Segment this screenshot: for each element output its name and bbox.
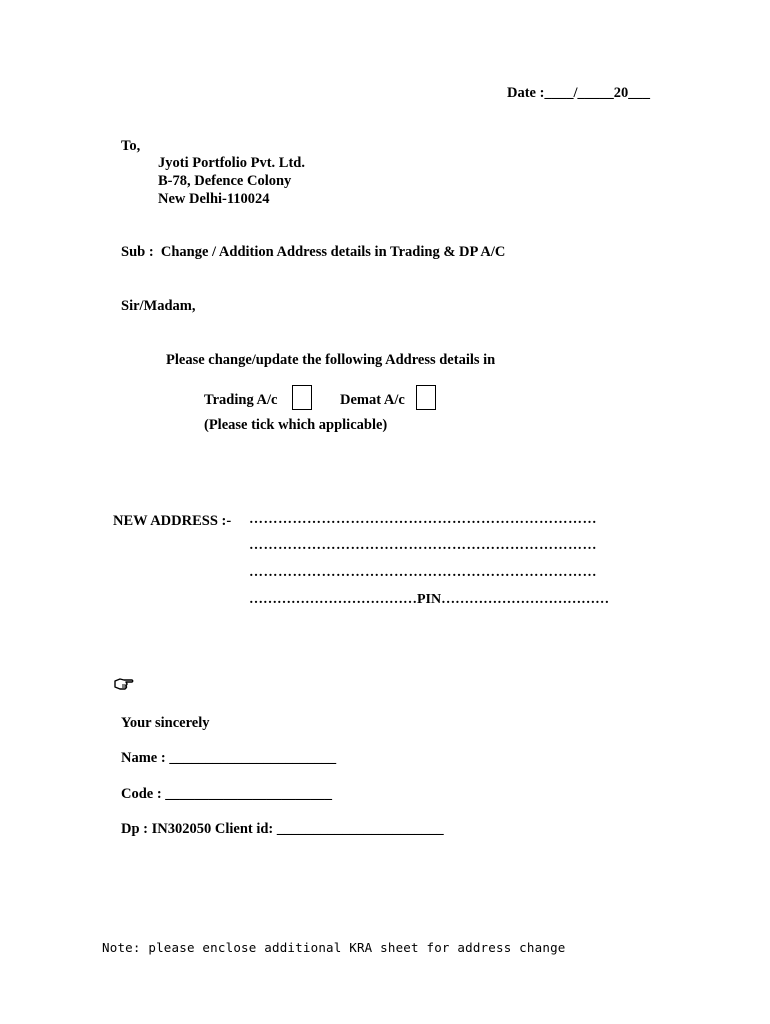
new-address-label: NEW ADDRESS :- [113,513,232,529]
dp-client-id-field[interactable]: Dp : IN302050 Client id: _______________________ [121,821,444,837]
code-field[interactable]: Code : _______________________ [121,786,333,802]
salutation: Sir/Madam, [121,298,196,314]
name-field[interactable]: Name : _______________________ [121,750,337,766]
body-text: Please change/update the following Address details in [166,352,496,368]
pin-suffix-dots: ……………………………… [441,592,610,607]
addressee-street: B-78, Defence Colony [158,173,292,189]
footer-note: Note: please enclose additional KRA sheet for address change [102,940,566,955]
pin-line[interactable] [249,591,627,609]
pin-prefix-dots: ……………………………… [249,592,417,607]
address-line-3[interactable]: ……………………………………………………………… [249,565,597,580]
closing: Your sincerely [121,715,210,731]
addressee-city: New Delhi-110024 [158,191,270,207]
date-line: Date :____/_____20___ [507,85,650,101]
addressee-company: Jyoti Portfolio Pvt. Ltd. [158,155,305,171]
address-line-2[interactable]: ……………………………………………………………… [249,538,597,553]
demat-ac-checkbox[interactable] [416,385,436,410]
tick-hint: (Please tick which applicable) [204,417,388,433]
to-label: To, [121,138,141,154]
address-line-1[interactable]: ……………………………………………………………… [249,512,597,527]
trading-ac-label: Trading A/c [204,392,278,408]
trading-ac-checkbox[interactable] [292,385,312,410]
subject-line: Sub : Change / Addition Address details in Trading & DP A/C [121,244,506,260]
pin-label: PIN [417,592,442,607]
pointing-hand-icon [114,676,134,692]
demat-ac-label: Demat A/c [340,392,405,408]
